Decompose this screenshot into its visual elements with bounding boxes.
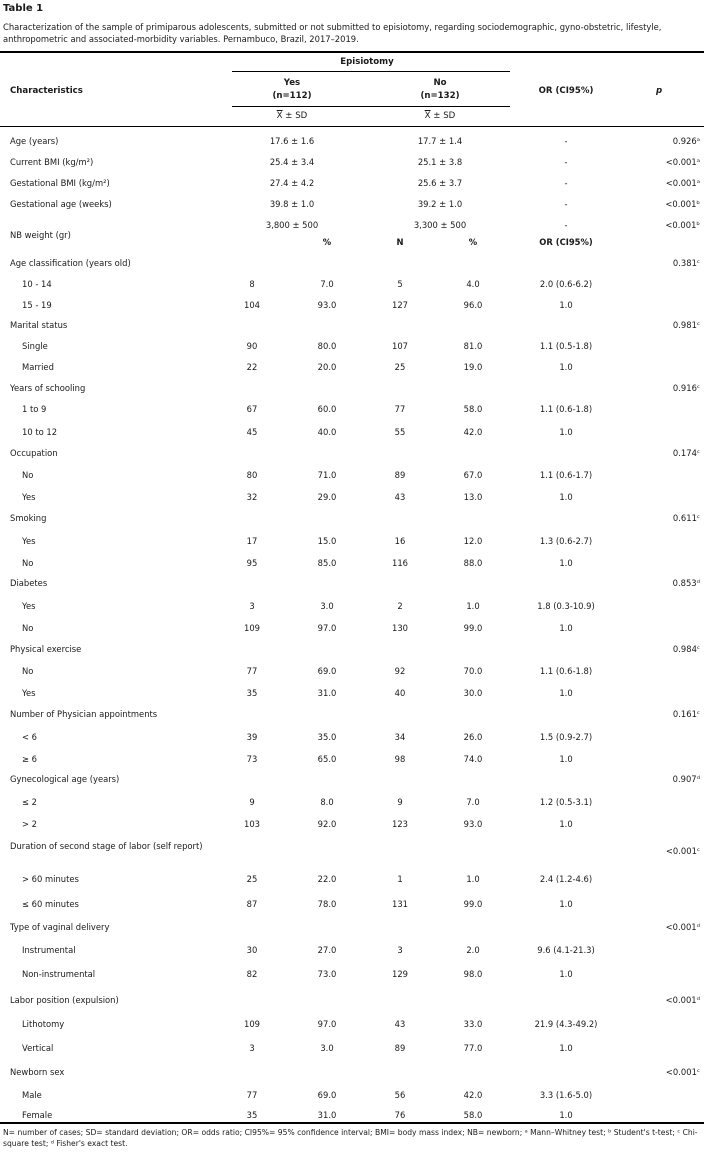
group-label: Type of vaginal delivery — [10, 922, 110, 932]
group-header-row — [0, 709, 704, 725]
no-count: 77 — [394, 404, 406, 414]
no-percent: 58.0 — [463, 1110, 483, 1120]
yes-count: 8 — [249, 279, 255, 289]
group-label: Duration of second stage of labor (self report) — [10, 841, 203, 851]
odds-ratio: - — [564, 157, 568, 167]
row-label: Single — [22, 341, 48, 351]
no-mean-sd: 39.2 ± 1.0 — [417, 199, 463, 209]
group-header-row — [0, 578, 704, 594]
no-percent: 7.0 — [466, 797, 480, 807]
table-row — [0, 341, 704, 357]
odds-ratio: 1.8 (0.3-10.9) — [537, 601, 595, 611]
table-row — [0, 300, 704, 316]
table-row — [0, 492, 704, 508]
row-label: 15 - 19 — [22, 300, 52, 310]
no-percent: 99.0 — [463, 623, 483, 633]
no-percent: 67.0 — [463, 470, 483, 480]
odds-ratio: 1.0 — [559, 969, 573, 979]
row-label: Male — [22, 1090, 42, 1100]
no-percent: 33.0 — [463, 1019, 483, 1029]
yes-mean-sd: 17.6 ± 1.6 — [269, 136, 315, 146]
yes-count: 32 — [246, 492, 258, 502]
odds-ratio: - — [564, 178, 568, 188]
no-mean-sd: 3,300 ± 500 — [413, 220, 467, 230]
yes-percent: 73.0 — [317, 969, 337, 979]
row-label: 10 to 12 — [22, 427, 58, 437]
no-count: 40 — [394, 688, 406, 698]
group-header-row — [0, 840, 704, 856]
yes-percent: 20.0 — [317, 362, 337, 372]
no-count: 34 — [394, 732, 406, 742]
table-row — [0, 558, 704, 574]
group-header-row — [0, 1067, 704, 1083]
yes-percent: 71.0 — [317, 470, 337, 480]
yes-percent: 85.0 — [317, 558, 337, 568]
table-row — [0, 601, 704, 617]
no-count: 9 — [397, 797, 403, 807]
no-count: 25 — [394, 362, 406, 372]
yes-percent: 3.0 — [320, 601, 334, 611]
p-value: 0.907ᵈ — [672, 774, 700, 784]
odds-ratio: 1.0 — [559, 427, 573, 437]
p-value: 0.916ᶜ — [672, 383, 700, 393]
sub-header-row — [0, 237, 704, 253]
no-percent: 42.0 — [463, 427, 483, 437]
yes-count: 22 — [246, 362, 258, 372]
row-label: Yes — [22, 601, 36, 611]
row-label: Gestational BMI (kg/m²) — [10, 178, 110, 188]
p-value: <0.001ᵇ — [665, 220, 700, 230]
odds-ratio: 1.0 — [559, 492, 573, 502]
no-count: 89 — [394, 470, 406, 480]
table-row — [0, 969, 704, 985]
no-n-header: N — [396, 237, 404, 247]
odds-ratio: 1.1 (0.6-1.8) — [539, 404, 593, 414]
yes-mean-sd: 25.4 ± 3.4 — [269, 157, 315, 167]
group-label: Labor position (expulsion) — [10, 995, 119, 1005]
table-row — [0, 404, 704, 420]
odds-ratio: 1.0 — [559, 754, 573, 764]
yes-count: 30 — [246, 945, 258, 955]
yes-percent: 69.0 — [317, 1090, 337, 1100]
table-row — [0, 688, 704, 704]
row-label: Age (years) — [10, 136, 59, 146]
yes-percent: 3.0 — [320, 1043, 334, 1053]
odds-ratio: 1.1 (0.6-1.8) — [539, 666, 593, 676]
yes-percent: 69.0 — [317, 666, 337, 676]
yes-count: 17 — [246, 536, 258, 546]
no-percent: 96.0 — [463, 300, 483, 310]
yes-pct-header: % — [322, 237, 332, 247]
yes-header: Yes — [283, 78, 301, 88]
no-percent: 19.0 — [463, 362, 483, 372]
no-mean-sd: 17.7 ± 1.4 — [417, 136, 463, 146]
row-label: Vertical — [22, 1043, 54, 1053]
odds-ratio: 1.3 (0.6-2.7) — [539, 536, 593, 546]
yes-n-header: (n=112) — [272, 91, 312, 101]
yes-mean-sd-header: $\overline{X}$ ± SD — [276, 111, 308, 121]
odds-ratio: 1.0 — [559, 1110, 573, 1120]
table-row — [0, 945, 704, 961]
no-percent: 12.0 — [463, 536, 483, 546]
row-label: Female — [22, 1110, 53, 1120]
yes-count: 103 — [244, 819, 260, 829]
no-percent: 77.0 — [463, 1043, 483, 1053]
odds-ratio: 2.4 (1.2-4.6) — [539, 874, 593, 884]
row-label: Yes — [22, 688, 36, 698]
yes-percent: 22.0 — [317, 874, 337, 884]
table-row — [0, 1090, 704, 1106]
table-row — [0, 362, 704, 378]
table-row — [0, 874, 704, 890]
yes-count: 3 — [249, 601, 255, 611]
odds-ratio: - — [564, 220, 568, 230]
no-n-header: (n=132) — [420, 91, 460, 101]
p-value: 0.853ᵈ — [672, 578, 700, 588]
row-label: Yes — [22, 492, 36, 502]
yes-mean-sd: 27.4 ± 4.2 — [269, 178, 315, 188]
odds-ratio: 21.9 (4.3-49.2) — [534, 1019, 598, 1029]
yes-percent: 31.0 — [317, 1110, 337, 1120]
row-label: Married — [22, 362, 54, 372]
p-value: 0.381ᶜ — [672, 258, 700, 268]
p-value: <0.001ᵃ — [665, 157, 700, 167]
no-count: 129 — [392, 969, 408, 979]
no-count: 123 — [392, 819, 408, 829]
table-row — [0, 279, 704, 295]
row-label: 10 - 14 — [22, 279, 52, 289]
p-value: <0.001ᵈ — [665, 995, 700, 1005]
p-value: <0.001ᵇ — [665, 199, 700, 209]
yes-count: 95 — [246, 558, 258, 568]
group-header-row — [0, 258, 704, 274]
odds-ratio: 1.5 (0.9-2.7) — [539, 732, 593, 742]
p-value: 0.161ᶜ — [672, 709, 700, 719]
no-count: 89 — [394, 1043, 406, 1053]
yes-count: 3 — [249, 1043, 255, 1053]
yes-percent: 35.0 — [317, 732, 337, 742]
characteristics-header: Characteristics — [10, 86, 83, 96]
group-header-row — [0, 513, 704, 529]
odds-ratio: 1.0 — [559, 558, 573, 568]
no-percent: 26.0 — [463, 732, 483, 742]
yes-percent: 93.0 — [317, 300, 337, 310]
table-row — [0, 178, 704, 194]
no-percent: 99.0 — [463, 899, 483, 909]
yes-count: 77 — [246, 666, 258, 676]
group-label: Physical exercise — [10, 644, 82, 654]
table-row — [0, 732, 704, 748]
table-row — [0, 754, 704, 770]
yes-percent: 97.0 — [317, 623, 337, 633]
row-label: ≥ 6 — [22, 754, 38, 764]
table-row — [0, 470, 704, 486]
odds-ratio: 1.0 — [559, 362, 573, 372]
no-percent: 81.0 — [463, 341, 483, 351]
no-count: 130 — [392, 623, 408, 633]
no-mean-sd-header: $\overline{X}$ ± SD — [424, 111, 456, 121]
no-percent: 1.0 — [466, 601, 480, 611]
odds-ratio: 1.1 (0.6-1.7) — [539, 470, 593, 480]
row-label: No — [22, 666, 34, 676]
odds-ratio: 1.0 — [559, 688, 573, 698]
no-count: 3 — [397, 945, 403, 955]
no-percent: 98.0 — [463, 969, 483, 979]
odds-ratio: 1.2 (0.5-3.1) — [539, 797, 593, 807]
table-label: Table 1 — [3, 3, 44, 14]
row-label: Lithotomy — [22, 1019, 65, 1029]
yes-count: 45 — [246, 427, 258, 437]
odds-ratio: 1.0 — [559, 300, 573, 310]
table-row — [0, 1019, 704, 1035]
row-label: 1 to 9 — [22, 404, 47, 414]
yes-count: 82 — [246, 969, 258, 979]
no-count: 116 — [392, 558, 408, 568]
no-count: 43 — [394, 492, 406, 502]
no-count: 1 — [397, 874, 403, 884]
group-header-row — [0, 383, 704, 399]
yes-percent: 60.0 — [317, 404, 337, 414]
yes-mean-sd: 39.8 ± 1.0 — [269, 199, 315, 209]
group-header-row — [0, 448, 704, 464]
yes-count: 87 — [246, 899, 258, 909]
no-mean-sd: 25.1 ± 3.8 — [417, 157, 463, 167]
no-percent: 58.0 — [463, 404, 483, 414]
odds-ratio: - — [564, 199, 568, 209]
row-label: < 6 — [22, 732, 38, 742]
group-label: Newborn sex — [10, 1067, 65, 1077]
table-row — [0, 666, 704, 682]
yes-percent: 92.0 — [317, 819, 337, 829]
row-label: > 60 minutes — [22, 874, 79, 884]
no-percent: 70.0 — [463, 666, 483, 676]
yes-count: 25 — [246, 874, 258, 884]
yes-percent: 80.0 — [317, 341, 337, 351]
p-value: 0.926ᵃ — [672, 136, 700, 146]
group-header-row — [0, 922, 704, 938]
p-value: <0.001ᶜ — [665, 1067, 700, 1077]
group-label: Number of Physician appointments — [10, 709, 158, 719]
row-label: Gestational age (weeks) — [10, 199, 112, 209]
row-label: No — [22, 470, 34, 480]
table-row — [0, 797, 704, 813]
table-footnote: N= number of cases; SD= standard deviation; OR= odds ratio; CI95%= 95% confidence interval; BMI= body mass index; NB= newborn; ᵃ Mann–Whitney test; ᵇ Student's t-test; ᶜ Chi-square test; ᵈ Fisher's exact test. — [3, 1128, 698, 1148]
table-row — [0, 220, 704, 240]
yes-percent: 78.0 — [317, 899, 337, 909]
yes-percent: 7.0 — [320, 279, 334, 289]
yes-percent: 8.0 — [320, 797, 334, 807]
row-label: ≤ 60 minutes — [22, 899, 79, 909]
yes-count: 80 — [246, 470, 258, 480]
no-count: 76 — [394, 1110, 406, 1120]
odds-ratio: 1.0 — [559, 623, 573, 633]
yes-count: 35 — [246, 688, 258, 698]
group-label: Gynecological age (years) — [10, 774, 120, 784]
odds-ratio: 1.0 — [559, 1043, 573, 1053]
yes-count: 77 — [246, 1090, 258, 1100]
row-label: No — [22, 623, 34, 633]
no-count: 98 — [394, 754, 406, 764]
table-row — [0, 1043, 704, 1059]
odds-ratio: 1.0 — [559, 819, 573, 829]
table-row — [0, 623, 704, 639]
yes-mean-sd: 3,800 ± 500 — [265, 220, 319, 230]
yes-percent: 40.0 — [317, 427, 337, 437]
yes-count: 73 — [246, 754, 258, 764]
odds-ratio: 3.3 (1.6-5.0) — [539, 1090, 593, 1100]
no-percent: 4.0 — [466, 279, 480, 289]
row-label: NB weight (gr) — [10, 230, 71, 240]
p-value: 0.174ᶜ — [672, 448, 700, 458]
group-header-row — [0, 644, 704, 660]
yes-percent: 29.0 — [317, 492, 337, 502]
odds-ratio: 1.1 (0.5-1.8) — [539, 341, 593, 351]
group-header-row — [0, 774, 704, 790]
no-percent: 88.0 — [463, 558, 483, 568]
table-row — [0, 136, 704, 152]
no-percent: 2.0 — [466, 945, 480, 955]
row-label: No — [22, 558, 34, 568]
no-count: 131 — [392, 899, 408, 909]
row-label: Non-instrumental — [22, 969, 96, 979]
odds-ratio: 1.0 — [559, 899, 573, 909]
p-value: <0.001ᵃ — [665, 178, 700, 188]
group-label: Occupation — [10, 448, 58, 458]
yes-percent: 97.0 — [317, 1019, 337, 1029]
episiotomy-header: Episiotomy — [340, 57, 394, 67]
bottom-rule — [0, 1122, 704, 1124]
p-value: <0.001ᵈ — [665, 922, 700, 932]
yes-count: 9 — [249, 797, 255, 807]
no-percent: 30.0 — [463, 688, 483, 698]
no-count: 43 — [394, 1019, 406, 1029]
p-value: 0.611ᶜ — [672, 513, 700, 523]
yes-count: 90 — [246, 341, 258, 351]
no-count: 16 — [394, 536, 406, 546]
table-caption: Characterization of the sample of primiparous adolescents, submitted or not submitted to episiotomy, regarding sociodemographic, gyno-obstetric, lifestyle, anthropometric and associated-morbidity variables. Pernambuco, Brazil, 2017–2019. — [3, 22, 662, 44]
table-row — [0, 899, 704, 915]
no-count: 2 — [397, 601, 403, 611]
table-row — [0, 427, 704, 443]
group-label: Age classification (years old) — [10, 258, 131, 268]
yes-count: 109 — [244, 1019, 260, 1029]
no-count: 56 — [394, 1090, 406, 1100]
yes-count: 39 — [246, 732, 258, 742]
table-row — [0, 157, 704, 173]
group-label: Smoking — [10, 513, 47, 523]
no-mean-sd: 25.6 ± 3.7 — [417, 178, 463, 188]
odds-ratio: 9.6 (4.1-21.3) — [537, 945, 595, 955]
row-label: Yes — [22, 536, 36, 546]
no-header: No — [433, 78, 447, 88]
yes-percent: 15.0 — [317, 536, 337, 546]
no-percent: 74.0 — [463, 754, 483, 764]
no-count: 107 — [392, 341, 408, 351]
yes-count: 109 — [244, 623, 260, 633]
group-header-row — [0, 320, 704, 336]
yes-count: 35 — [246, 1110, 258, 1120]
table-row — [0, 536, 704, 552]
table-row — [0, 199, 704, 215]
p-value: 0.981ᶜ — [672, 320, 700, 330]
no-count: 55 — [394, 427, 406, 437]
no-count: 5 — [397, 279, 403, 289]
group-label: Marital status — [10, 320, 68, 330]
row-label: Instrumental — [22, 945, 76, 955]
group-label: Diabetes — [10, 578, 48, 588]
or-header: OR (CI95%) — [538, 86, 594, 96]
row-label: > 2 — [22, 819, 38, 829]
yes-percent: 31.0 — [317, 688, 337, 698]
p-value: 0.984ᶜ — [672, 644, 700, 654]
yes-percent: 27.0 — [317, 945, 337, 955]
no-percent: 1.0 — [466, 874, 480, 884]
odds-ratio: - — [564, 136, 568, 146]
yes-count: 104 — [244, 300, 260, 310]
p-value: <0.001ᶜ — [665, 846, 700, 856]
no-percent: 13.0 — [463, 492, 483, 502]
group-header-row — [0, 995, 704, 1011]
no-count: 127 — [392, 300, 408, 310]
odds-ratio: 2.0 (0.6-6.2) — [539, 279, 593, 289]
p-header: p — [656, 86, 663, 96]
yes-count: 67 — [246, 404, 258, 414]
no-pct-header: % — [468, 237, 478, 247]
or-sub-header: OR (CI95%) — [539, 237, 593, 247]
no-count: 92 — [394, 666, 406, 676]
no-percent: 42.0 — [463, 1090, 483, 1100]
group-label: Years of schooling — [10, 383, 86, 393]
table-row — [0, 819, 704, 835]
no-percent: 93.0 — [463, 819, 483, 829]
row-label: ≤ 2 — [22, 797, 38, 807]
row-label: Current BMI (kg/m²) — [10, 157, 94, 167]
yes-percent: 65.0 — [317, 754, 337, 764]
